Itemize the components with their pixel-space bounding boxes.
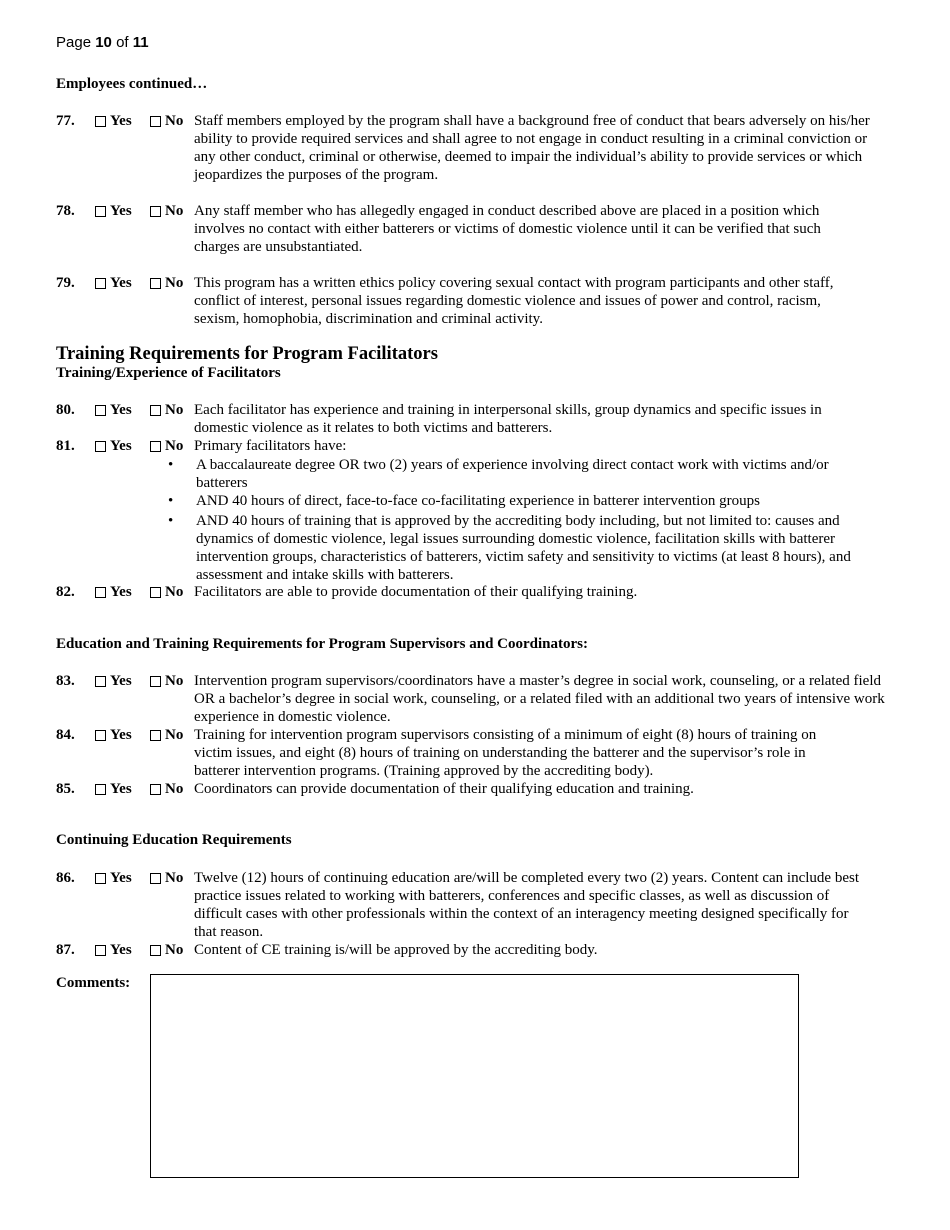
yes-checkbox[interactable]: [95, 405, 106, 416]
yes-checkbox[interactable]: [95, 441, 106, 452]
question-text: Primary facilitators have:: [194, 438, 347, 454]
no-checkbox[interactable]: [150, 116, 161, 127]
no-option[interactable]: [150, 672, 183, 690]
bullet-text: A baccalaureate degree OR two (2) years of experience involving direct contact work with victims and/or batterers: [196, 457, 829, 491]
no-option[interactable]: [150, 583, 183, 601]
yes-label: Yes: [110, 203, 132, 219]
yes-checkbox[interactable]: [95, 278, 106, 289]
yes-label: Yes: [110, 275, 132, 291]
yes-checkbox[interactable]: [95, 587, 106, 598]
yes-option[interactable]: [95, 274, 132, 292]
question-text: Training for intervention program supervisors consisting of a minimum of eight (8) hours of training on victim issues, and eight (8) hours of training on understanding the batterer and the supervisor’s role in batterer intervention programs. (Training approved by the accrediting body).: [194, 727, 817, 779]
question-number: 85.: [56, 781, 75, 797]
comments-box[interactable]: [150, 974, 799, 1178]
page-current: 10: [95, 34, 112, 51]
no-option[interactable]: [150, 274, 183, 292]
no-label: No: [165, 727, 184, 743]
yes-option[interactable]: [95, 780, 132, 798]
yes-label: Yes: [110, 584, 132, 600]
question-text: This program has a written ethics policy covering sexual contact with program participants and other staff, conflict of interest, personal issues regarding domestic violence and issues of power and control, racism, sexism, homophobia, discrimination and criminal activity.: [194, 275, 834, 327]
yes-label: Yes: [110, 402, 132, 418]
no-checkbox[interactable]: [150, 730, 161, 741]
question-number: 78.: [56, 203, 75, 219]
yes-option[interactable]: [95, 583, 132, 601]
training-subheading: Training/Experience of Facilitators: [56, 365, 281, 381]
section-employees-heading: Employees continued…: [56, 76, 208, 92]
no-checkbox[interactable]: [150, 676, 161, 687]
page-total: 11: [132, 34, 149, 51]
no-checkbox[interactable]: [150, 587, 161, 598]
yes-checkbox[interactable]: [95, 784, 106, 795]
yes-checkbox[interactable]: [95, 116, 106, 127]
no-checkbox[interactable]: [150, 206, 161, 217]
yes-option[interactable]: [95, 672, 132, 690]
yes-checkbox[interactable]: [95, 206, 106, 217]
question-text: Intervention program supervisors/coordinators have a master’s degree in social work, counseling, or a related field OR a bachelor’s degree in social work, counseling, or a related filed with an additional two years of intensive work experience in domestic violence.: [194, 673, 885, 725]
bullet-icon: •: [168, 493, 174, 509]
no-checkbox[interactable]: [150, 441, 161, 452]
no-checkbox[interactable]: [150, 784, 161, 795]
question-number: 80.: [56, 402, 75, 418]
training-section-title: Training Requirements for Program Facilitators: [56, 344, 438, 364]
no-label: No: [165, 673, 184, 689]
no-label: No: [165, 584, 184, 600]
yes-option[interactable]: [95, 112, 132, 130]
question-number: 77.: [56, 113, 75, 129]
no-label: No: [165, 113, 184, 129]
no-label: No: [165, 942, 184, 958]
yes-label: Yes: [110, 438, 132, 454]
no-option[interactable]: [150, 401, 183, 419]
page-number: [56, 34, 149, 51]
no-option[interactable]: [150, 780, 183, 798]
no-option[interactable]: [150, 112, 183, 130]
yes-option[interactable]: [95, 437, 132, 455]
of-word: of: [116, 34, 129, 51]
question-number: 83.: [56, 673, 75, 689]
page-word: Page: [56, 34, 92, 51]
yes-checkbox[interactable]: [95, 873, 106, 884]
no-label: No: [165, 870, 184, 886]
yes-option[interactable]: [95, 726, 132, 744]
yes-checkbox[interactable]: [95, 676, 106, 687]
question-text: Content of CE training is/will be approved by the accrediting body.: [194, 942, 598, 958]
yes-label: Yes: [110, 673, 132, 689]
question-text: Coordinators can provide documentation of their qualifying education and training.: [194, 781, 694, 797]
question-number: 84.: [56, 727, 75, 743]
yes-checkbox[interactable]: [95, 945, 106, 956]
question-number: 82.: [56, 584, 75, 600]
yes-option[interactable]: [95, 869, 132, 887]
education-section-heading: Education and Training Requirements for Program Supervisors and Coordinators:: [56, 636, 588, 652]
no-label: No: [165, 438, 184, 454]
bullet-text: AND 40 hours of direct, face-to-face co-facilitating experience in batterer intervention groups: [196, 493, 760, 509]
no-option[interactable]: [150, 726, 183, 744]
no-label: No: [165, 203, 184, 219]
no-checkbox[interactable]: [150, 278, 161, 289]
yes-label: Yes: [110, 781, 132, 797]
question-text: Staff members employed by the program shall have a background free of conduct that bears adversely on his/her ability to provide required services and shall agree to not engage in conduct resulting in a criminal conviction or any other conduct, criminal or otherwise, deemed to impair the individual’s ability to provide services or which jeopardizes the purposes of the program.: [194, 113, 870, 183]
question-text: Any staff member who has allegedly engaged in conduct described above are placed in a position which involves no contact with either batterers or victims of domestic violence until it can be verified that such charges are unsubstantiated.: [194, 203, 821, 255]
no-option[interactable]: [150, 869, 183, 887]
question-number: 79.: [56, 275, 75, 291]
yes-label: Yes: [110, 113, 132, 129]
yes-option[interactable]: [95, 941, 132, 959]
no-option[interactable]: [150, 941, 183, 959]
question-number: 81.: [56, 438, 75, 454]
no-label: No: [165, 781, 184, 797]
no-checkbox[interactable]: [150, 945, 161, 956]
yes-option[interactable]: [95, 202, 132, 220]
no-checkbox[interactable]: [150, 405, 161, 416]
no-option[interactable]: [150, 202, 183, 220]
no-option[interactable]: [150, 437, 183, 455]
question-number: 87.: [56, 942, 75, 958]
yes-label: Yes: [110, 870, 132, 886]
bullet-icon: •: [168, 457, 174, 473]
bullet-text: AND 40 hours of training that is approved by the accrediting body including, but not limited to: causes and dynamics of domestic violence, legal issues surrounding domestic violence, facilitation skills with batterer intervention groups, characteristics of batterers, victim safety and sensitivity to victims (at least 8 hours), and assessment and intake skills with batterers.: [196, 513, 851, 583]
question-text: Each facilitator has experience and training in interpersonal skills, group dynamics and specific issues in domestic violence as it relates to both victims and batterers.: [194, 402, 822, 436]
question-number: 86.: [56, 870, 75, 886]
yes-checkbox[interactable]: [95, 730, 106, 741]
question-text: Facilitators are able to provide documentation of their qualifying training.: [194, 584, 638, 600]
question-text: Twelve (12) hours of continuing education are/will be completed every two (2) years. Content can include best practice issues related to working with batterers, conferences and specific classes, as well as discussion of difficult cases with other professionals within the context of an interagency meeting designed specifically for that reason.: [194, 870, 859, 940]
bullet-icon: •: [168, 513, 174, 529]
ce-section-heading: Continuing Education Requirements: [56, 832, 292, 848]
no-label: No: [165, 275, 184, 291]
yes-label: Yes: [110, 727, 132, 743]
no-label: No: [165, 402, 184, 418]
yes-option[interactable]: [95, 401, 132, 419]
comments-label: Comments:: [56, 975, 131, 991]
no-checkbox[interactable]: [150, 873, 161, 884]
yes-label: Yes: [110, 942, 132, 958]
